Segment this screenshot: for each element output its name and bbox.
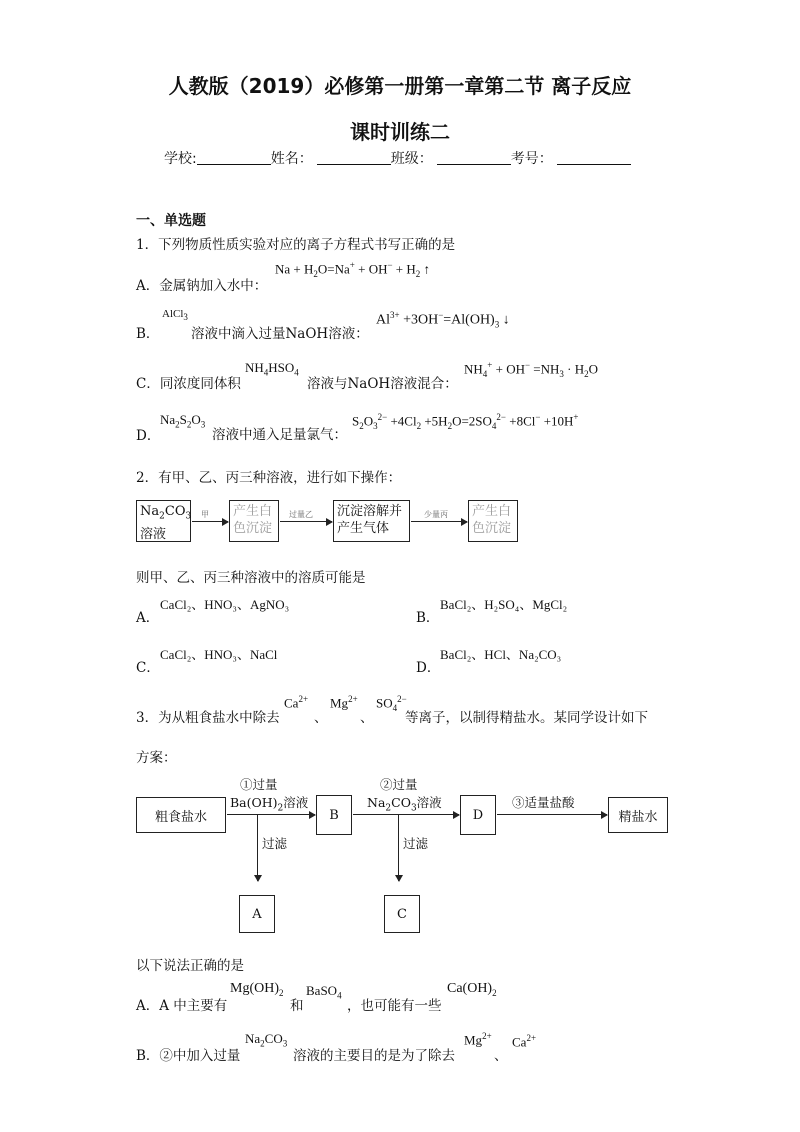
- q1-option-c-compound: $NH_4HSO_4$: [245, 360, 299, 378]
- q1-option-b-compound: AlCl$_3$: [162, 308, 188, 323]
- q1-stem: 1．下列物质性质实验对应的离子方程式书写正确的是: [136, 237, 456, 253]
- q3-option-b-text: B．②中加入过量: [136, 1048, 241, 1064]
- q3-option-a-caoh2: $Ca(OH)_2$: [447, 981, 497, 998]
- q1-option-b-text: 溶液中滴入过量NaOH溶液：: [191, 326, 369, 342]
- q2-option-d: BaCl₂、HCl、Na₂CO₃: [440, 647, 562, 662]
- q2-box2-line1: 产生白: [233, 504, 273, 519]
- q2-box4-line1: 产生白: [472, 504, 512, 519]
- q2-option-a-label: A．: [136, 610, 160, 626]
- page-subtitle: 课时训练二: [350, 120, 450, 144]
- q3-step2-reagent: $Na_2CO_3$溶液: [367, 795, 442, 814]
- student-info-line: [164, 148, 631, 168]
- q2-option-d-label: D．: [416, 660, 441, 676]
- q2-arrow-1-label: 甲: [201, 510, 209, 519]
- q1-option-d-compound: $Na_2S_2O_3$: [160, 412, 206, 430]
- q3-flow-box-c: C: [384, 895, 420, 933]
- q2-flow-box-4: [468, 500, 518, 542]
- q3-flow-arrow-2: [353, 814, 459, 815]
- q1-option-d-formula: $S_2O_3^{2-} +4Cl_2 +5H_2O=2SO_4^{2-} +8Cl^- +10H^+$: [352, 412, 579, 431]
- q1-option-a-formula: $Na + H_2O=Na^+ + OH^- + H_2$ ↑: [275, 260, 431, 279]
- q3-option-b-ca: $Ca^{2+}$: [512, 1033, 537, 1050]
- q3-option-b-mg: $Mg^{2+}$: [464, 1031, 492, 1048]
- q3-flow-box-a: A: [239, 895, 275, 933]
- q3-option-a-baso4: BaSO$_4$: [306, 983, 342, 1001]
- q2-option-b-label: B．: [416, 610, 440, 626]
- q3-stem-post: 等离子，以制得精盐水。某同学设计如下: [405, 710, 648, 726]
- q3-option-a-mid: 和: [290, 998, 304, 1014]
- q3-option-b-post: 溶液的主要目的是为了除去: [293, 1048, 455, 1064]
- q3-flow-start: 粗食盐水: [136, 797, 226, 833]
- q2-box3-line2: 产生气体: [337, 521, 390, 536]
- q2-arrow-2: [280, 521, 332, 522]
- q3-option-a-post: ，也可能有一些: [347, 998, 442, 1014]
- q3-filter-label-2: 过滤: [403, 836, 429, 851]
- q2-option-a: CaCl₂、HNO₃、AgNO₃: [160, 597, 290, 612]
- q3-option-a-text: A．A 中主要有: [136, 998, 228, 1014]
- q2-box4-line2: 色沉淀: [472, 521, 512, 536]
- q3-filter-arrow-1: [257, 815, 258, 881]
- q2-box3-line1: 沉淀溶解并: [337, 504, 403, 519]
- q2-box-na2co3-line2: 溶液: [140, 526, 167, 542]
- number-blank[interactable]: [557, 150, 631, 165]
- q3-sep-1: 、: [314, 710, 328, 726]
- q3-ion-so4: $SO_4^{2-}$: [376, 694, 407, 713]
- q3-step1-reagent: $Ba(OH)_2$溶液: [230, 795, 309, 814]
- q3-ion-ca: $Ca^{2+}$: [284, 694, 309, 711]
- q2-box-na2co3-formula: $Na_2CO_3$: [140, 504, 192, 522]
- q1-option-d-text: 溶液中通入足量氯气：: [212, 427, 347, 443]
- q3-flow-arrow-3: [497, 814, 607, 815]
- q2-flow-box-na2co3: [136, 500, 191, 542]
- q1-option-c-text-2: 溶液与NaOH溶液混合：: [307, 376, 458, 392]
- q3-option-b-na2co3: $Na_2CO_3$: [245, 1031, 288, 1049]
- q1-option-b-formula: $Al^{3+} +3OH^-=Al(OH)_3$ ↓: [376, 310, 510, 330]
- q3-flow-end: 精盐水: [608, 797, 668, 833]
- q2-option-c-label: C．: [136, 660, 160, 676]
- q1-option-c-formula: $NH_4^+ + OH^- =NH_3 \cdot H_2O$: [464, 360, 599, 379]
- q1-option-d-label: D．: [136, 428, 161, 444]
- q3-flow-box-d: D: [460, 795, 496, 835]
- name-blank[interactable]: [317, 150, 391, 165]
- page-title: 人教版（2019）必修第一册第一章第二节 离子反应: [168, 74, 632, 98]
- q2-flow-box-2: [229, 500, 279, 542]
- q3-flow-arrow-1: [227, 814, 315, 815]
- q1-option-c-text: C．同浓度同体积: [136, 376, 241, 392]
- q1-option-b-label: B．: [136, 326, 160, 342]
- section-heading: 一、单选题: [136, 213, 206, 229]
- q3-option-a-mgoh2: $Mg(OH)_2$: [230, 981, 284, 998]
- q2-stem: 2．有甲、乙、丙三种溶液，进行如下操作：: [136, 470, 402, 486]
- q2-arrow-3: [411, 521, 467, 522]
- q3-step1-top: ①过量: [240, 777, 278, 792]
- q2-option-c: CaCl₂、HNO₃、NaCl: [160, 647, 278, 662]
- q3-flow-box-b: B: [316, 795, 352, 835]
- q2-arrow-3-label: 少量丙: [424, 510, 448, 519]
- q3-question: 以下说法正确的是: [136, 958, 244, 974]
- q2-box2-line2: 色沉淀: [233, 521, 273, 536]
- name-label: 姓名：: [270, 151, 313, 167]
- q3-step3-label: ③适量盐酸: [512, 795, 575, 810]
- q3-ion-mg: $Mg^{2+}$: [330, 694, 358, 711]
- q2-arrow-1: [192, 521, 228, 522]
- q1-option-a-text: A．金属钠加入水中：: [136, 278, 268, 294]
- q3-filter-arrow-2: [398, 815, 399, 881]
- q2-arrow-2-label: 过量乙: [289, 510, 313, 519]
- q3-step2-top: ②过量: [380, 777, 418, 792]
- q3-stem: 3．为从粗食盐水中除去: [136, 710, 280, 726]
- school-label: 学校:: [164, 151, 197, 167]
- q3-sep-2: 、: [360, 710, 374, 726]
- number-label: 考号：: [510, 151, 553, 167]
- q3-stem-line2: 方案：: [136, 750, 177, 766]
- class-blank[interactable]: [437, 150, 511, 165]
- q2-flow-box-3: [333, 500, 410, 542]
- q3-filter-label-1: 过滤: [262, 836, 288, 851]
- q3-option-b-sep: 、: [494, 1048, 508, 1064]
- q2-question: 则甲、乙、丙三种溶液中的溶质可能是: [136, 570, 366, 586]
- q2-option-b: BaCl₂、H₂SO₄、MgCl₂: [440, 597, 568, 612]
- school-blank[interactable]: [197, 150, 271, 165]
- class-label: 班级：: [390, 151, 433, 167]
